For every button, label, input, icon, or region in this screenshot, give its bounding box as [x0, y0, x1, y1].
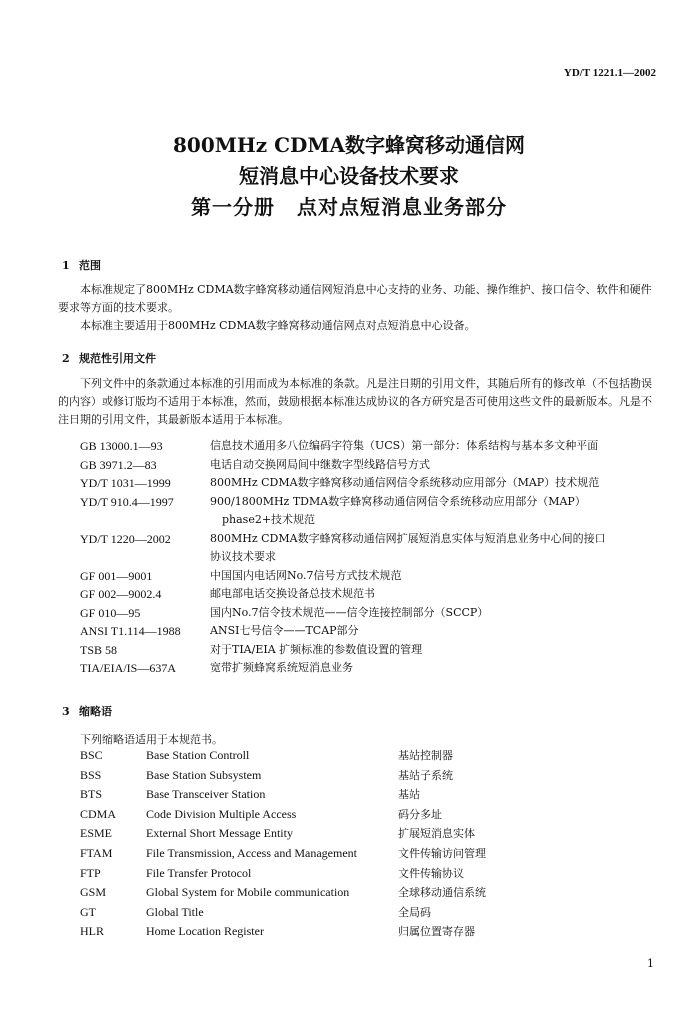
reference-code: TIA/EIA/IS—637A [80, 661, 176, 675]
title-line-1: 800MHz CDMA数字蜂窝移动通信网 [172, 133, 526, 157]
reference-item-continuation [80, 548, 680, 567]
reference-title: phase2+技术规范 [222, 513, 316, 526]
reference-code [80, 548, 210, 567]
reference-title: 邮电部电话交换设备总技术规范书 [210, 587, 375, 600]
abbreviation-item [80, 824, 660, 844]
reference-code: GF 010—95 [80, 605, 141, 620]
abbreviation-chinese: 全局码 [398, 905, 431, 919]
abbreviation: ESME [80, 826, 113, 841]
abbreviation-chinese: 扩展短消息实体 [398, 827, 475, 841]
paragraph: 本标准主要适用于800MHz CDMA数字蜂窝移动通信网点对点短消息中心设备。 [80, 319, 476, 332]
reference-title: 对于TIA/EIA 扩频标准的参数值设置的管理 [210, 642, 423, 656]
abbreviation-english: Base Transceiver Station [146, 787, 266, 802]
reference-code: ANSI T1.114—1988 [80, 624, 181, 638]
reference-code: GB 13000.1—93 [80, 439, 163, 453]
reference-code: YD/T 1031—1999 [80, 476, 171, 490]
abbreviation: CDMA [80, 806, 117, 821]
abbreviation-list [80, 746, 660, 942]
abbreviation-english: Code Division Multiple Access [146, 806, 297, 821]
abbreviation-english: Base Station Subsystem [146, 767, 262, 782]
reference-title: 宽带扩频蜂窝系统短消息业务 [210, 661, 353, 674]
reference-item-continuation [80, 511, 680, 530]
reference-item [80, 493, 680, 512]
abbreviation-chinese: 码分多址 [398, 807, 442, 821]
reference-item [80, 622, 680, 641]
abbreviation: FTAM [80, 845, 113, 860]
abbreviation-chinese: 归属位置寄存器 [398, 925, 475, 939]
reference-code: YD/T 910.4—1997 [80, 494, 174, 509]
reference-list [80, 437, 680, 678]
section-2-body [58, 375, 660, 429]
section-title: 规范性引用文件 [79, 352, 156, 365]
reference-title: 信息技术通用多八位编码字符集（UCS）第一部分：体系结构与基本多文种平面 [210, 439, 599, 452]
title-subject: 点对点短消息业务部分 [297, 195, 507, 219]
reference-title: 中国国内电话网No.7信号方式技术规范 [210, 568, 402, 582]
abbreviation: GT [80, 904, 96, 919]
section-number: 2 [62, 352, 70, 365]
reference-item [80, 567, 680, 586]
abbreviation-english: Global Title [146, 904, 204, 919]
abbreviation-chinese: 基站 [398, 788, 420, 802]
document-title [0, 130, 698, 223]
section-1-heading [62, 257, 101, 273]
abbreviation: FTP [80, 865, 101, 880]
reference-code: GF 002—9002.4 [80, 587, 162, 601]
reference-code: TSB 58 [80, 642, 118, 657]
reference-item [80, 585, 680, 604]
abbreviation: BSS [80, 767, 102, 782]
reference-code: GF 001—9001 [80, 568, 153, 583]
abbreviation-item [80, 746, 660, 766]
reference-code: GB 3971.2—83 [80, 457, 157, 472]
reference-code: YD/T 1220—2002 [80, 531, 171, 546]
abbreviation-item [80, 766, 660, 786]
abbreviation-item [80, 844, 660, 864]
abbreviation-item [80, 805, 660, 825]
section-2-heading [62, 350, 156, 366]
title-line-3 [0, 192, 698, 223]
reference-title: 900/1800MHz TDMA数字蜂窝移动通信网信令系统移动应用部分（MAP） [210, 494, 586, 508]
reference-title: 800MHz CDMA数字蜂窝移动通信网信令系统移动应用部分（MAP）技术规范 [210, 476, 600, 489]
section-title: 缩略语 [79, 705, 112, 718]
section-title: 范围 [79, 259, 101, 272]
abbreviation-item [80, 922, 660, 942]
reference-item [80, 437, 680, 456]
abbreviation-chinese: 文件传输访问管理 [398, 846, 486, 860]
reference-title: ANSI七号信令——TCAP部分 [210, 624, 359, 637]
reference-title: 协议技术要求 [210, 550, 276, 563]
section-3-heading [62, 703, 112, 719]
abbreviation-item [80, 864, 660, 884]
reference-item [80, 474, 680, 493]
reference-item [80, 659, 680, 678]
abbreviation-english: External Short Message Entity [146, 826, 293, 841]
abbreviation-english: File Transfer Protocol [146, 865, 252, 880]
abbreviation-english: Base Station Controll [146, 748, 250, 762]
section-number: 1 [62, 259, 70, 272]
abbreviation-chinese: 文件传输协议 [398, 866, 464, 880]
section-number: 3 [62, 705, 70, 718]
abbreviation-english: Home Location Register [146, 924, 264, 939]
standard-code: YD/T 1221.1—2002 [563, 67, 656, 79]
title-volume: 第一分册 [191, 195, 275, 219]
section-1-body [58, 281, 660, 335]
title-line-2: 短消息中心设备技术要求 [239, 164, 459, 188]
abbreviation-chinese: 基站子系统 [398, 768, 453, 782]
abbreviation: BTS [80, 787, 103, 802]
reference-title: 电话自动交换网局间中继数字型线路信号方式 [210, 457, 430, 471]
abbreviation-item [80, 883, 660, 903]
abbreviation: GSM [80, 885, 107, 900]
reference-title: 800MHz CDMA数字蜂窝移动通信网扩展短消息实体与短消息业务中心间的接口 [210, 531, 606, 545]
reference-item [80, 530, 680, 549]
abbreviation-english: Global System for Mobile communication [146, 885, 350, 900]
abbreviation: HLR [80, 924, 104, 939]
abbreviation-item [80, 785, 660, 805]
paragraph: 下列文件中的条款通过本标准的引用而成为本标准的条款。凡是注日期的引用文件，其随后所有的修改单（不包括勘误的内容）或修订版均不适用于本标准，然而，鼓励根据本标准达成协议的各方研究是否可使用这些文件的最新版本。凡是不注日期的引用文件，其最新版本适用于本标准。 [58, 377, 652, 426]
reference-item [80, 641, 680, 660]
abbreviation-english: File Transmission, Access and Management [146, 845, 357, 860]
reference-code [80, 511, 210, 530]
abbreviation-item [80, 903, 660, 923]
paragraph: 本标准规定了800MHz CDMA数字蜂窝移动通信网短消息中心支持的业务、功能、操作维护、接口信令、软件和硬件要求等方面的技术要求。 [58, 283, 652, 314]
reference-title: 国内No.7信令技术规范——信令连接控制部分（SCCP） [210, 605, 489, 619]
abbreviation-intro: 下列缩略语适用于本规范书。 [80, 733, 223, 746]
page-number: 1 [647, 957, 654, 970]
abbreviation-chinese: 基站控制器 [398, 749, 453, 762]
abbreviation-chinese: 全球移动通信系统 [398, 886, 486, 900]
abbreviation: BSC [80, 748, 103, 762]
reference-item [80, 604, 680, 623]
reference-item [80, 456, 680, 475]
